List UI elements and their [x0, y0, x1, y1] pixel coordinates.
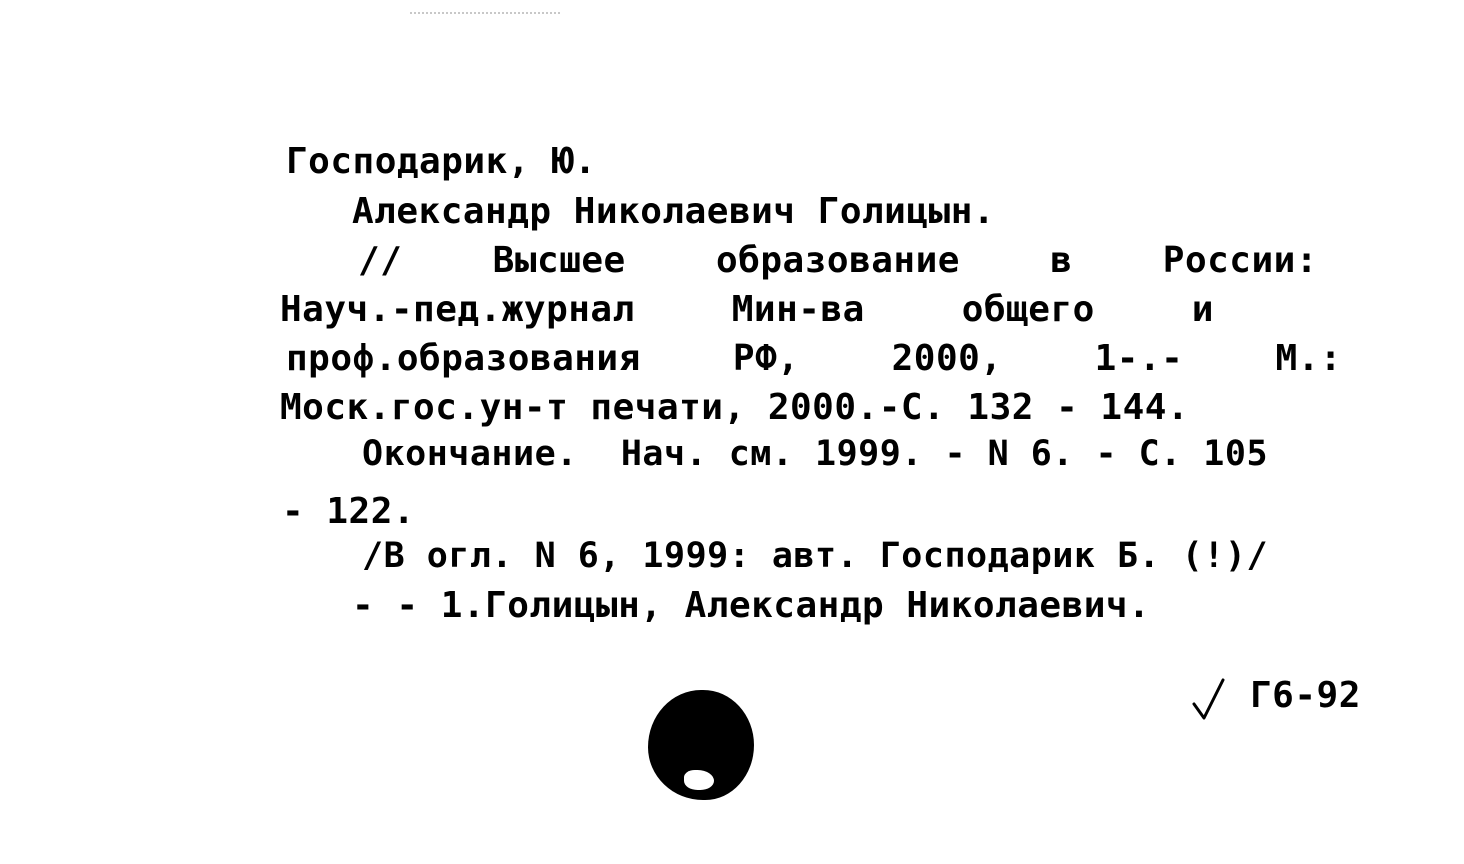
scan-specks	[410, 12, 560, 18]
source-word: М.:	[1275, 338, 1342, 379]
source-word: общего	[961, 289, 1095, 330]
card-remark: /В огл. N 6, 1999: авт. Господарик Б. (!)/	[362, 536, 1269, 576]
card-title: Александр Николаевич Голицын.	[352, 191, 996, 232]
card-source-line-3	[286, 338, 1342, 379]
source-word: 1-.-	[1094, 338, 1184, 379]
source-word: Мин-ва	[731, 289, 865, 330]
source-word: и	[1191, 289, 1214, 330]
card-author: Господарик, Ю.	[286, 141, 597, 182]
card-note-line-1: Окончание. Нач. см. 1999. - N 6. - С. 105	[362, 434, 1269, 474]
source-word: в	[1050, 240, 1073, 281]
source-word: 2000,	[891, 338, 1003, 379]
card-note-line-2: - 122.	[282, 491, 416, 532]
card-source-line-4: Моск.гос.ун-т печати, 2000.-С. 132 - 144.	[280, 387, 1190, 428]
card-source-line-1	[358, 240, 1318, 281]
source-word: России:	[1162, 240, 1318, 281]
shelf-mark: Г6-92	[1250, 675, 1361, 716]
card-source-line-2	[280, 289, 1214, 330]
source-word: РФ,	[732, 338, 800, 379]
source-separator: //	[358, 240, 403, 281]
source-word: Высшее	[492, 240, 626, 281]
source-word: проф.образования	[286, 338, 641, 379]
check-mark-icon	[1192, 676, 1226, 722]
card-subject-entry: - - 1.Голицын, Александр Николаевич.	[352, 585, 1151, 626]
punch-hole-notch	[684, 770, 714, 790]
source-word: Науч.-пед.журнал	[280, 289, 635, 330]
source-word: образование	[716, 240, 960, 281]
